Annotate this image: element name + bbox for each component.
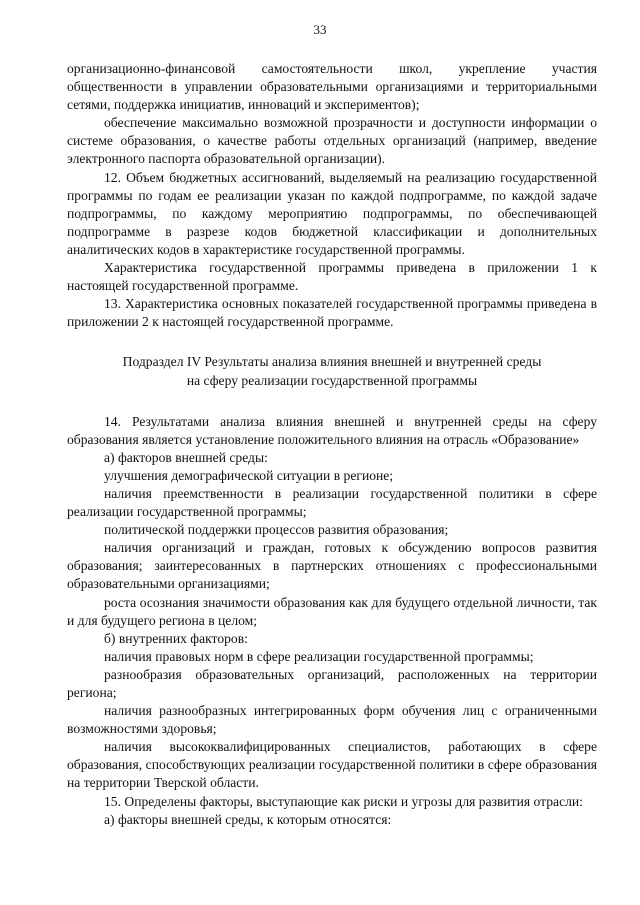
paragraphs-top [67, 60, 597, 331]
paragraph: 12. Объем бюджетных ассигнований, выделяемый на реализацию государственной программы по годам ее реализации указан по каждой подпрограмме, по каждой задаче подпрограммы, по каждому мероприятию подпрограммы, по обеспечивающей подпрограмме в разрезе кодов бюджетной классификации и дополнительных аналитических кодов в характеристике государственной программы. [67, 169, 597, 257]
paragraph: обеспечение максимально возможной прозрачности и доступности информации о системе образования, о качестве работы отдельных организаций (например, введение электронного паспорта образовательной организации). [67, 115, 597, 167]
paragraph: а) факторов внешней среды: [104, 449, 268, 465]
paragraph: наличия разнообразных интегрированных форм обучения лиц с ограниченными возможностями здоровья; [67, 703, 597, 737]
page-number: 33 [313, 22, 327, 37]
paragraphs-bottom [67, 413, 597, 829]
paragraph: Характеристика государственной программы приведена в приложении 1 к настоящей государственной программе. [67, 260, 597, 294]
section-heading [67, 353, 597, 389]
paragraph: а) факторы внешней среды, к которым относятся: [104, 811, 392, 827]
section-heading-line-2: на сферу реализации государственной программы [186, 372, 478, 388]
paragraph: наличия высококвалифицированных специалистов, работающих в сфере образования, способствующих реализации государственной политики в сфере образования на территории Тверской области. [67, 739, 597, 791]
paragraph: 13. Характеристика основных показателей государственной программы приведена в приложении 2 к настоящей государственной программе. [67, 296, 597, 330]
section-heading-line-1: Подраздел IV Результаты анализа влияния внешней и внутренней среды [122, 354, 542, 370]
paragraph: организационно-финансовой самостоятельности школ, укрепление участия общественности в управлении образовательными организациями и территориальными сетями, поддержка инициатив, инноваций и экспериментов); [67, 61, 597, 113]
paragraph: наличия организаций и граждан, готовых к обсуждению вопросов развития образования; заинтересованных в партнерских отношениях с профессиональными образовательными организациями; [67, 540, 597, 592]
paragraph: улучшения демографической ситуации в регионе; [104, 467, 394, 483]
paragraph: роста осознания значимости образования как для будущего отдельной личности, так и для будущего региона в целом; [67, 594, 597, 628]
paragraph: политической поддержки процессов развития образования; [104, 522, 449, 538]
paragraph: 15. Определены факторы, выступающие как риски и угрозы для развития отрасли: [104, 793, 583, 809]
paragraph: б) внутренних факторов: [104, 630, 248, 646]
paragraph: наличия правовых норм в сфере реализации государственной программы; [104, 648, 534, 664]
paragraph: 14. Результатами анализа влияния внешней и внутренней среды на сферу образования является установление положительного влияния на отрасль «Образование» [67, 413, 597, 447]
paragraph: наличия преемственности в реализации государственной политики в сфере реализации государственной программы; [67, 485, 597, 520]
document-body [67, 60, 597, 829]
paragraph: разнообразия образовательных организаций, расположенных на территории региона; [67, 666, 597, 700]
